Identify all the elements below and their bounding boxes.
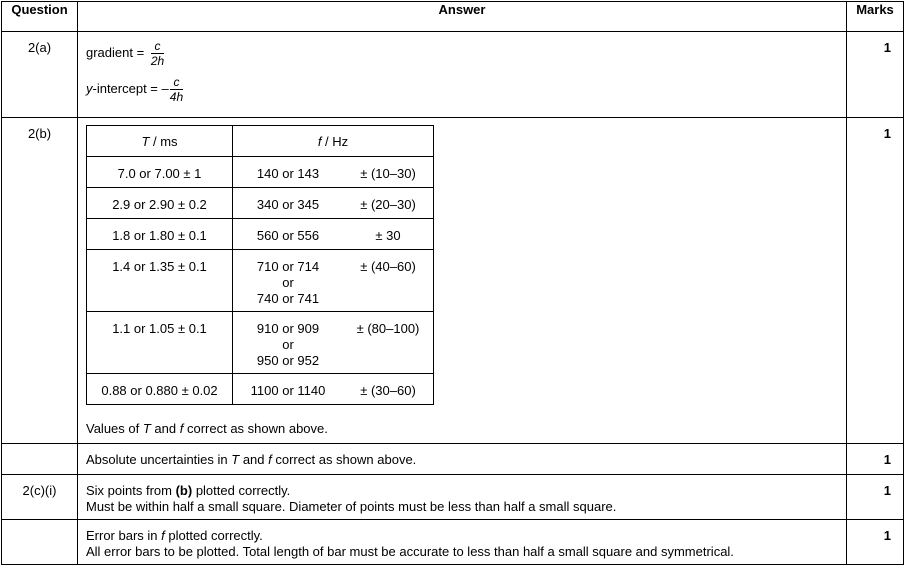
marks-header: Marks [847,2,904,32]
f-uncertainty: ± 30 [375,228,401,243]
mark-value: 1 [847,32,904,118]
intercept-label: -intercept = [92,80,158,96]
f-value: 140 or 143 [256,166,320,181]
f-uncertainty: ± (80–100) [356,321,420,336]
answer-cell [78,118,847,444]
row-2ci-errorbars [2,520,904,565]
answer-cell [78,520,847,565]
intercept-numerator: c [170,76,183,90]
intercept-line [86,76,846,103]
errorbars-detail: All error bars to be plotted. Total length of bar must be accurate to less than half a small square and symmetrical. [86,544,734,559]
f-cell [233,250,434,312]
question-number [2,520,78,565]
f-value: 1100 or 1140 [250,383,326,398]
question-number: 2(a) [2,32,78,118]
mark-scheme-table [1,1,904,565]
points-line: Six points from (b) plotted correctly. [86,483,291,498]
gradient-denominator: 2h [150,54,165,68]
answer-header: Answer [78,2,847,32]
values-table [86,125,434,405]
gradient-fraction [151,40,164,67]
f-value: 560 or 556 [256,228,320,243]
row-2ci [2,475,904,520]
t-value: 1.4 or 1.35 ± 0.1 [87,250,233,312]
f-cell [233,188,434,219]
f-value-alt: 950 or 952 [256,353,320,368]
header-row [2,2,904,32]
values-note: Values of T and f correct as shown above. [86,421,328,436]
intercept-var: y [86,80,93,96]
mark-value: 1 [847,475,904,520]
f-or: or [282,275,294,290]
answer-cell [78,32,847,118]
intercept-denominator: 4h [169,90,184,104]
question-header: Question [2,2,78,32]
mark-value: 1 [847,118,904,444]
table-row [87,157,434,188]
t-value: 7.0 or 7.00 ± 1 [87,157,233,188]
table-row [87,374,434,405]
values-header-row [87,126,434,157]
row-2b-uncertainty [2,444,904,475]
t-value: 0.88 or 0.880 ± 0.02 [87,374,233,405]
gradient-label: gradient = [86,44,145,60]
t-value: 1.8 or 1.80 ± 0.1 [87,219,233,250]
t-header: T / ms [87,126,233,157]
intercept-sign: – [161,80,169,96]
points-detail: Must be within half a small square. Diameter of points must be less than half a small square. [86,499,617,514]
f-uncertainty: ± (40–60) [360,259,416,274]
question-number: 2(c)(i) [2,475,78,520]
t-value: 2.9 or 2.90 ± 0.2 [87,188,233,219]
f-or: or [282,337,294,352]
f-cell [233,374,434,405]
question-number: 2(b) [2,118,78,444]
answer-cell: Absolute uncertainties in T and f correct as shown above. [78,444,847,475]
f-cell [233,157,434,188]
row-2b [2,118,904,444]
f-uncertainty: ± (20–30) [360,197,416,212]
table-row [87,250,434,312]
question-number [2,444,78,475]
f-value-alt: 740 or 741 [256,291,320,306]
t-value: 1.1 or 1.05 ± 0.1 [87,312,233,374]
table-row [87,312,434,374]
f-value: 910 or 909 [256,321,320,336]
f-uncertainty: ± (30–60) [360,383,416,398]
row-2a [2,32,904,118]
f-value: 340 or 345 [256,197,320,212]
table-row [87,188,434,219]
f-uncertainty: ± (10–30) [360,166,416,181]
gradient-line [86,40,846,74]
mark-value: 1 [847,444,904,475]
answer-cell [78,475,847,520]
intercept-fraction [170,76,183,103]
f-cell [233,312,434,374]
mark-value: 1 [847,520,904,565]
f-value: 710 or 714 [256,259,320,274]
table-row [87,219,434,250]
gradient-numerator: c [151,40,164,54]
f-cell [233,219,434,250]
f-header: f / Hz [233,126,434,157]
errorbars-line: Error bars in f plotted correctly. [86,528,263,543]
